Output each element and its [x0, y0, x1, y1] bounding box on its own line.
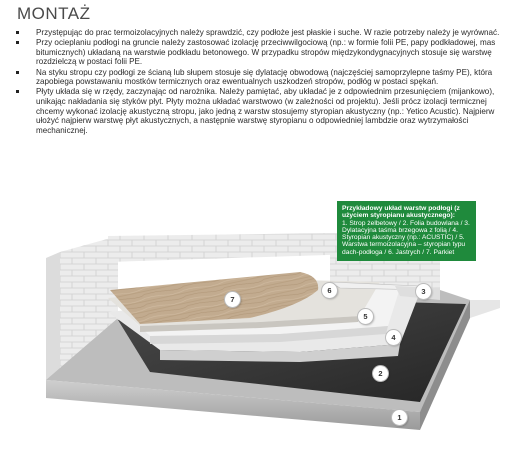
- layer-marker-1: 1: [392, 410, 407, 425]
- layer-marker-3: 3: [416, 284, 431, 299]
- list-item: Płyty układa się w rzędy, zaczynając od narożnika. Należy pamiętać, aby układać je z odpowiednim przesunięciem (mijankowo), unikając nakładania się styków płyt. Płyty można układać warstwowo (w zależności od projektu). Jeśli prócz izolacji termicznej chcemy wykonać izolację akustyczną stropu, jako jedną z warstw stosujemy styropian akustyczny (np.: Yetico Acustic). Najpierw ułożyć najpierw warstwę płyt akustycznych, a następnie warstwę styropianu o odpowiedniej lambdzie oraz wytrzymałości mechanicznej.: [14, 87, 502, 135]
- layer-marker-4: 4: [386, 330, 401, 345]
- page-title: MONTAŻ: [17, 4, 91, 23]
- list-item: Przy ocieplaniu podłogi na gruncie należy zastosować izolację przeciwwilgociową (np.: w formie folii PE, papy podkładowej, mas bitumicznych) układaną na warstwie podkładu betonowego. W przypadku stropów międzykondygnacyjnych stosuje się warstwę rozdzielczą w postaci folii PE.: [14, 38, 502, 67]
- layer-marker-7: 7: [225, 292, 240, 307]
- legend-heading: Przykładowy układ warstw podłogi (z użyciem styropianu akustycznego):: [342, 205, 460, 220]
- layer-marker-5: 5: [358, 309, 373, 324]
- layer-marker-2: 2: [373, 366, 388, 381]
- layer-marker-6: 6: [322, 283, 337, 298]
- list-item: Na styku stropu czy podłogi ze ścianą lub słupem stosuje się dylatację obwodową (najczęściej samoprzylepne taśmy PE), która zapobiega powstawaniu mostków termicznych oraz ewentualnych uszkodzeń stropów, podłóg w postaci spękań.: [14, 68, 502, 87]
- layers-legend-box: [337, 201, 476, 261]
- list-item: Przystępując do prac termoizolacyjnych należy sprawdzić, czy podłoże jest płaskie i suche. W razie potrzeby należy je wyrównać.: [14, 28, 502, 38]
- legend-body: 1. Strop żelbetowy / 2. Folia budowlana / 3. Dylatacyjna taśma brzegowa z folią / 4. Styropian akustyczny (np.: ACUSTIC) / 5. Warstwa termoizolacyjna – styropian typu dach-podłoga / 6. Jastrych / 7. Parkiet: [342, 219, 470, 256]
